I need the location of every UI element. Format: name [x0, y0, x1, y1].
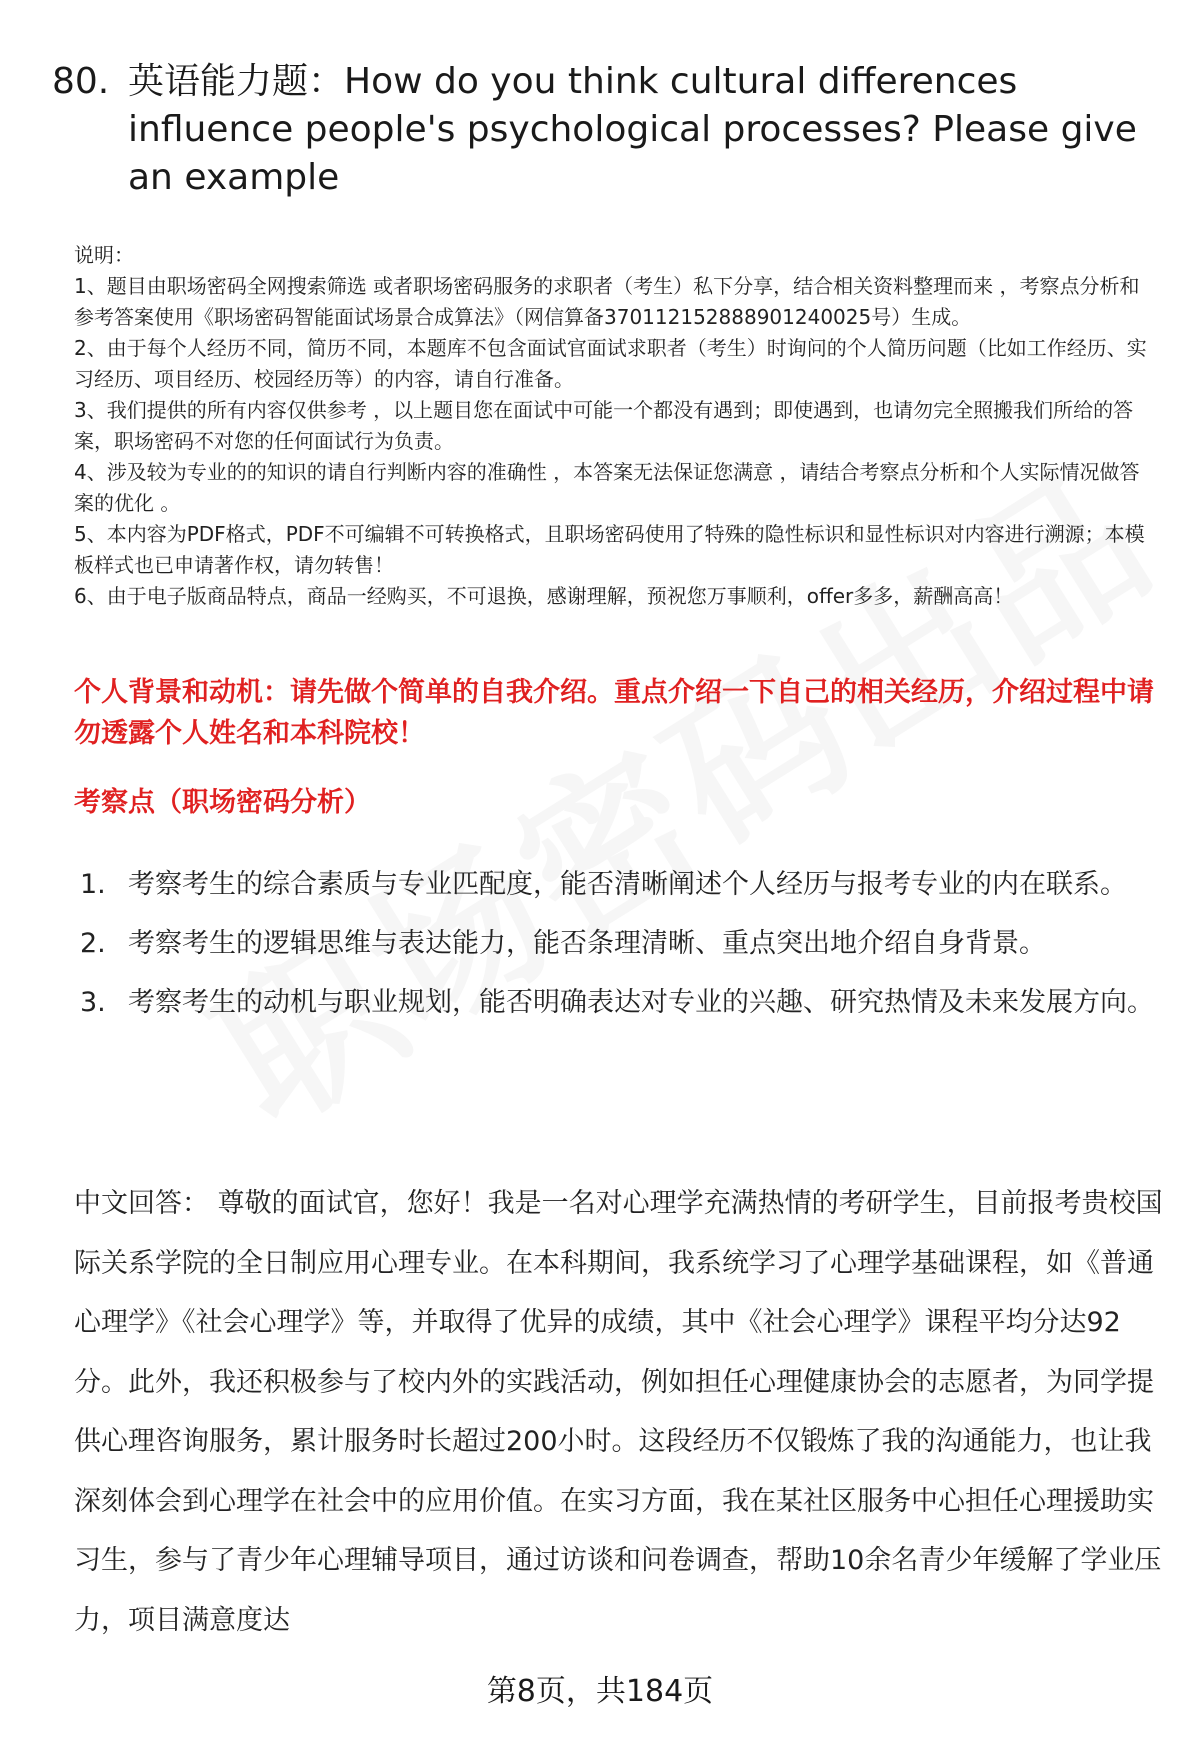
point-text: 考察考生的动机与职业规划，能否明确表达对专业的兴趣、研究热情及未来发展方向。 — [128, 987, 1154, 1018]
point-number: 1. — [80, 869, 106, 900]
question-title — [52, 58, 1162, 202]
note-item: 2、由于每个人经历不同，简历不同，本题库不包含面试官面试求职者（考生）时询问的个人简历问题（比如工作经历、实习经历、项目经历、校园经历等）的内容，请自行准备。 — [74, 336, 1147, 391]
question-text: 英语能力题：How do you think cultural differences influence people's psychological processes? Please give an example — [128, 61, 1137, 198]
note-item: 3、我们提供的所有内容仅供参考 ，以上题目您在面试中可能一个都没有遇到；即使遇到，也请勿完全照搬我们所给的答案，职场密码不对您的任何面试行为负责。 — [74, 398, 1134, 453]
question-number: 80. — [52, 61, 110, 102]
watermark — [170, 560, 1070, 1120]
point-text: 考察考生的综合素质与专业匹配度，能否清晰阐述个人经历与报考专业的内在联系。 — [128, 869, 1127, 900]
point-item — [80, 973, 1160, 1032]
note-item: 5、本内容为PDF格式，PDF不可编辑不可转换格式，且职场密码使用了特殊的隐性标识和显性标识对内容进行溯源；本模板样式也已申请著作权，请勿转售！ — [74, 522, 1145, 577]
point-number: 3. — [80, 987, 106, 1018]
point-number: 2. — [80, 928, 106, 959]
note-item: 1、题目由职场密码全网搜索筛选 或者职场密码服务的求职者（考生）私下分享，结合相关资料整理而来 ，考察点分析和参考答案使用《职场密码智能面试场景合成算法》（网信算备370112152888901240025号）生成。 — [74, 274, 1140, 329]
notes-section — [74, 240, 1154, 612]
points-list — [80, 855, 1160, 1032]
point-text: 考察考生的逻辑思维与表达能力，能否条理清晰、重点突出地介绍自身背景。 — [128, 928, 1046, 959]
note-item: 6、由于电子版商品特点，商品一经购买，不可退换，感谢理解，预祝您万事顺利，offer多多，薪酬高高！ — [74, 584, 1014, 608]
notes-title: 说明： — [74, 243, 134, 267]
background-heading: 个人背景和动机：请先做个简单的自我介绍。重点介绍一下自己的相关经历，介绍过程中请勿透露个人姓名和本科院校！ — [74, 677, 1154, 749]
answer-paragraph: 中文回答： 尊敬的面试官，您好！我是一名对心理学充满热情的考研学生，目前报考贵校国际关系学院的全日制应用心理专业。在本科期间，我系统学习了心理学基础课程，如《普通心理学》《社会心理学》等，并取得了优异的成绩，其中《社会心理学》课程平均分达92分。此外，我还积极参与了校内外的实践活动，例如担任心理健康协会的志愿者，为同学提供心理咨询服务，累计服务时长超过200小时。这段经历不仅锻炼了我的沟通能力，也让我深刻体会到心理学在社会中的应用价值。在实习方面，我在某社区服务中心担任心理援助实习生，参与了青少年心理辅导项目，通过访谈和问卷调查，帮助10余名青少年缓解了学业压力，项目满意度达 — [74, 1188, 1163, 1636]
note-item: 4、涉及较为专业的的知识的请自行判断内容的准确性 ，本答案无法保证您满意 ，请结合考察点分析和个人实际情况做答案的优化 。 — [74, 460, 1140, 515]
point-item — [80, 855, 1160, 914]
points-heading: 考察点（职场密码分析） — [74, 787, 371, 818]
point-item — [80, 914, 1160, 973]
page-footer: 第8页，共184页 — [486, 1674, 714, 1709]
